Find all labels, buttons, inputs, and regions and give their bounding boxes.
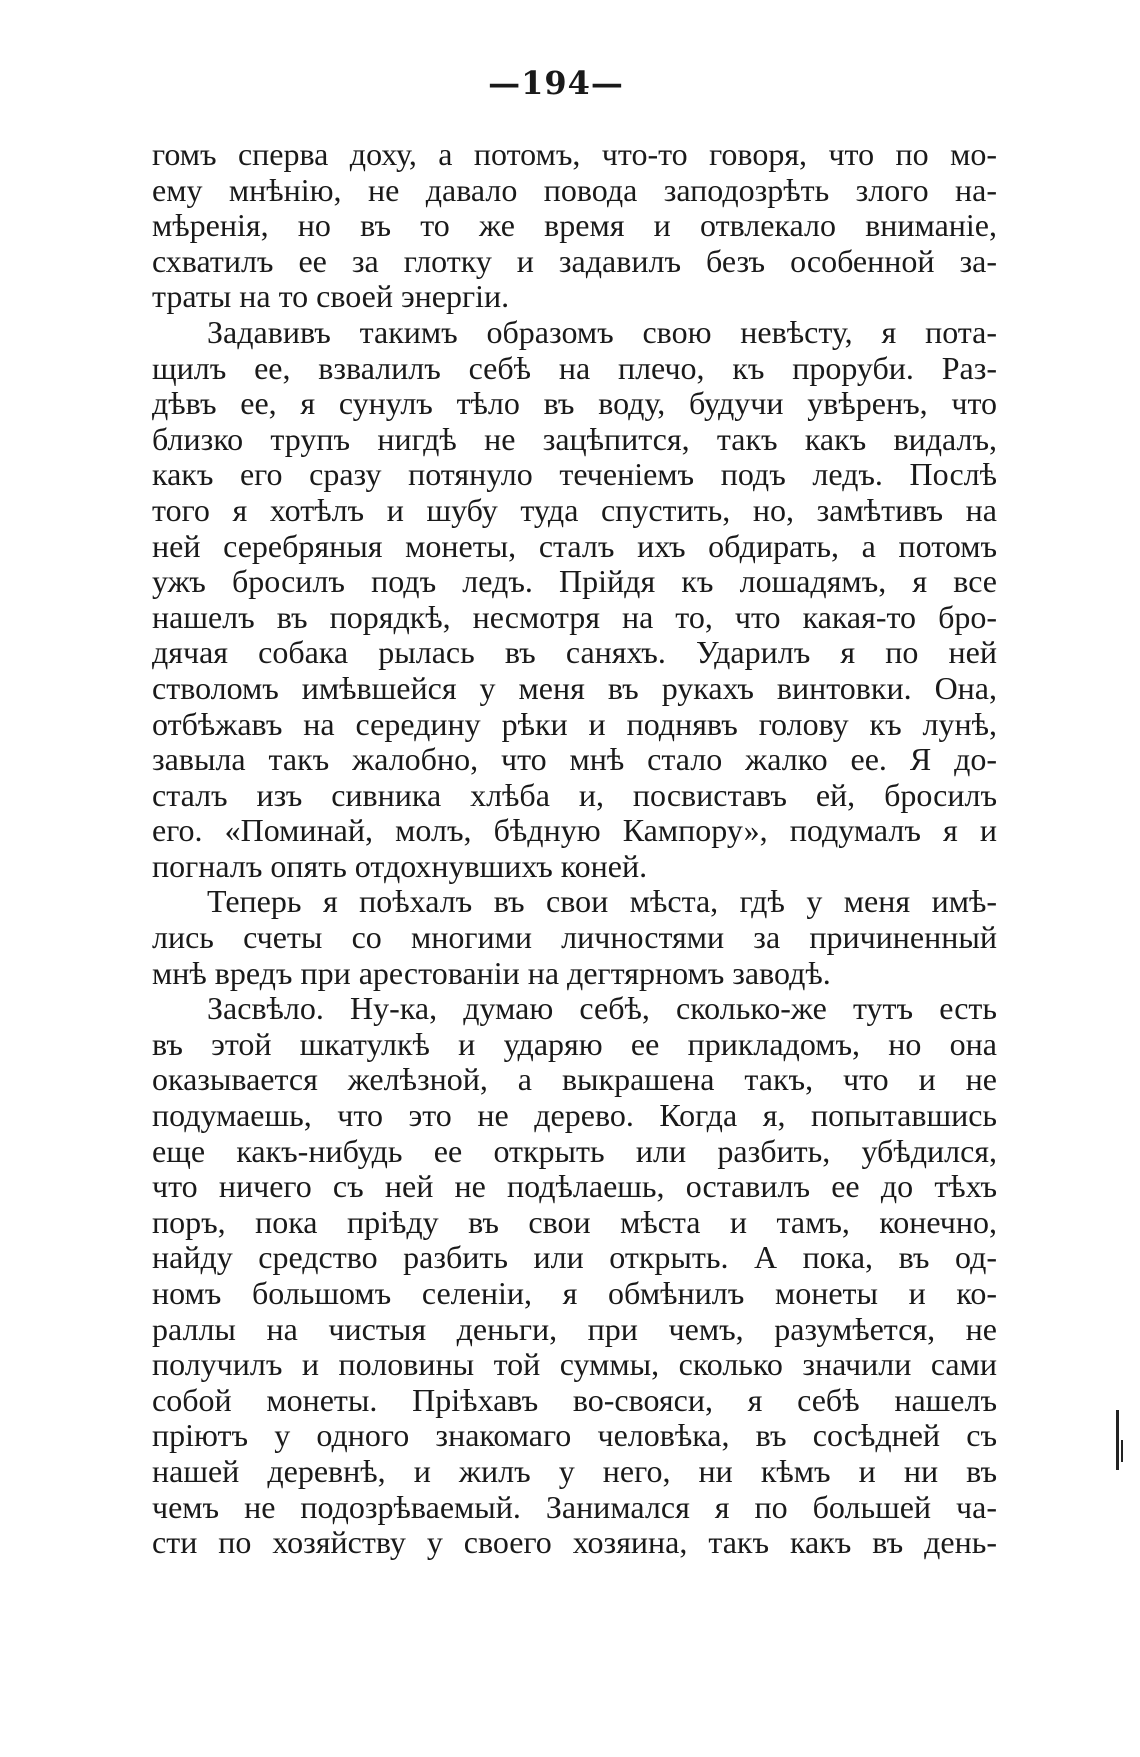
text-line: ему мнѣнію, не давало повода заподозрѣть злого на- [152, 171, 997, 208]
text-line: что ничего съ ней не подѣлаешь, оставилъ ее до тѣхъ [152, 1168, 997, 1205]
text-line: его. «Поминай, молъ, бѣдную Кампору», подумалъ я и [152, 812, 997, 849]
text-line: номъ большомъ селеніи, я обмѣнилъ монеты и ко- [152, 1275, 997, 1311]
text-line: мнѣ вредъ при арестованіи на дегтярномъ заводѣ. [152, 954, 831, 991]
text-line: пріютъ у одного знакомаго человѣка, въ сосѣдней съ [152, 1417, 997, 1454]
text-line: схватилъ ее за глотку и задавилъ безъ особенной за- [152, 242, 997, 279]
text-line: погналъ опять отдохнувшихъ коней. [152, 847, 648, 884]
text-line: еще какъ-нибудь ее открыть или разбить, убѣдился, [152, 1132, 997, 1169]
text-line: ней серебряныя монеты, сталъ ихъ обдирать, а потомъ [152, 527, 997, 564]
text-line: какъ его сразу потянуло теченіемъ подъ ледъ. Послѣ [152, 456, 997, 493]
text-line: дячая собака рылась въ саняхъ. Ударилъ я по ней [152, 634, 997, 671]
body-text [152, 137, 997, 1561]
text-line: подумаешь, что это не дерево. Когда я, попытавшись [152, 1097, 997, 1134]
text-line: сти по хозяйству у своего хозяина, такъ какъ въ день- [152, 1524, 997, 1561]
text-line: оказывается желѣзной, а выкрашена такъ, что и не [152, 1061, 997, 1098]
text-line: нашелъ въ порядкѣ, несмотря на то, что какая-то бро- [152, 598, 997, 635]
text-line: мѣренія, но въ то же время и отвлекало вниманіе, [152, 207, 997, 244]
scan-edge-mark [1116, 1410, 1119, 1470]
text-line: того я хотѣлъ и шубу туда спустить, но, замѣтивъ на [152, 491, 997, 528]
text-line: собой монеты. Пріѣхавъ во-свояси, я себѣ нашелъ [152, 1381, 997, 1418]
text-line: отбѣжавъ на середину рѣки и поднявъ голову къ лунѣ, [152, 705, 997, 742]
page-number: —194— [488, 64, 624, 102]
text-line: близко трупъ нигдѣ не зацѣпится, такъ какъ видалъ, [152, 420, 997, 457]
text-line: завыла такъ жалобно, что мнѣ стало жалко ее. Я до- [152, 741, 997, 778]
text-line: получилъ и половины той суммы, сколько значили сами [152, 1346, 997, 1383]
text-line: Засвѣло. Ну-ка, думаю себѣ, сколько-же тутъ есть [207, 990, 997, 1027]
text-line: въ этой шкатулкѣ и ударяю ее прикладомъ, но она [152, 1025, 997, 1062]
text-line: раллы на чистыя деньги, при чемъ, разумѣется, не [152, 1310, 997, 1347]
text-line: лись счеты со многими личностями за причиненный [152, 919, 997, 956]
text-line: сталъ изъ сивника хлѣба и, посвиставъ ей, бросилъ [152, 776, 997, 813]
text-line: траты на то своей энергіи. [152, 278, 510, 315]
text-line: щилъ ее, взвалилъ себѣ на плечо, къ проруби. Раз- [152, 349, 997, 386]
text-line: поръ, пока пріѣду въ свои мѣста и тамъ, конечно, [152, 1203, 997, 1240]
scan-edge-mark [1121, 1440, 1123, 1462]
text-line: чемъ не подозрѣваемый. Занимался я по большей ча- [152, 1488, 997, 1525]
text-line: Теперь я поѣхалъ въ свои мѣста, гдѣ у меня имѣ- [207, 883, 997, 920]
text-line: Задавивъ такимъ образомъ свою невѣсту, я пота- [207, 313, 997, 350]
text-line: найду средство разбить или открыть. А пока, въ од- [152, 1239, 997, 1276]
text-line: ужъ бросилъ подъ ледъ. Прійдя къ лошадямъ, я все [152, 563, 997, 600]
text-line: дѣвъ ее, я сунулъ тѣло въ воду, будучи увѣренъ, что [152, 385, 997, 422]
text-line: стволомъ имѣвшейся у меня въ рукахъ винтовки. Она, [152, 669, 997, 706]
text-line: гомъ сперва доху, а потомъ, что-то говоря, что по мо- [152, 136, 997, 172]
text-line: нашей деревнѣ, и жилъ у него, ни кѣмъ и ни въ [152, 1452, 997, 1489]
